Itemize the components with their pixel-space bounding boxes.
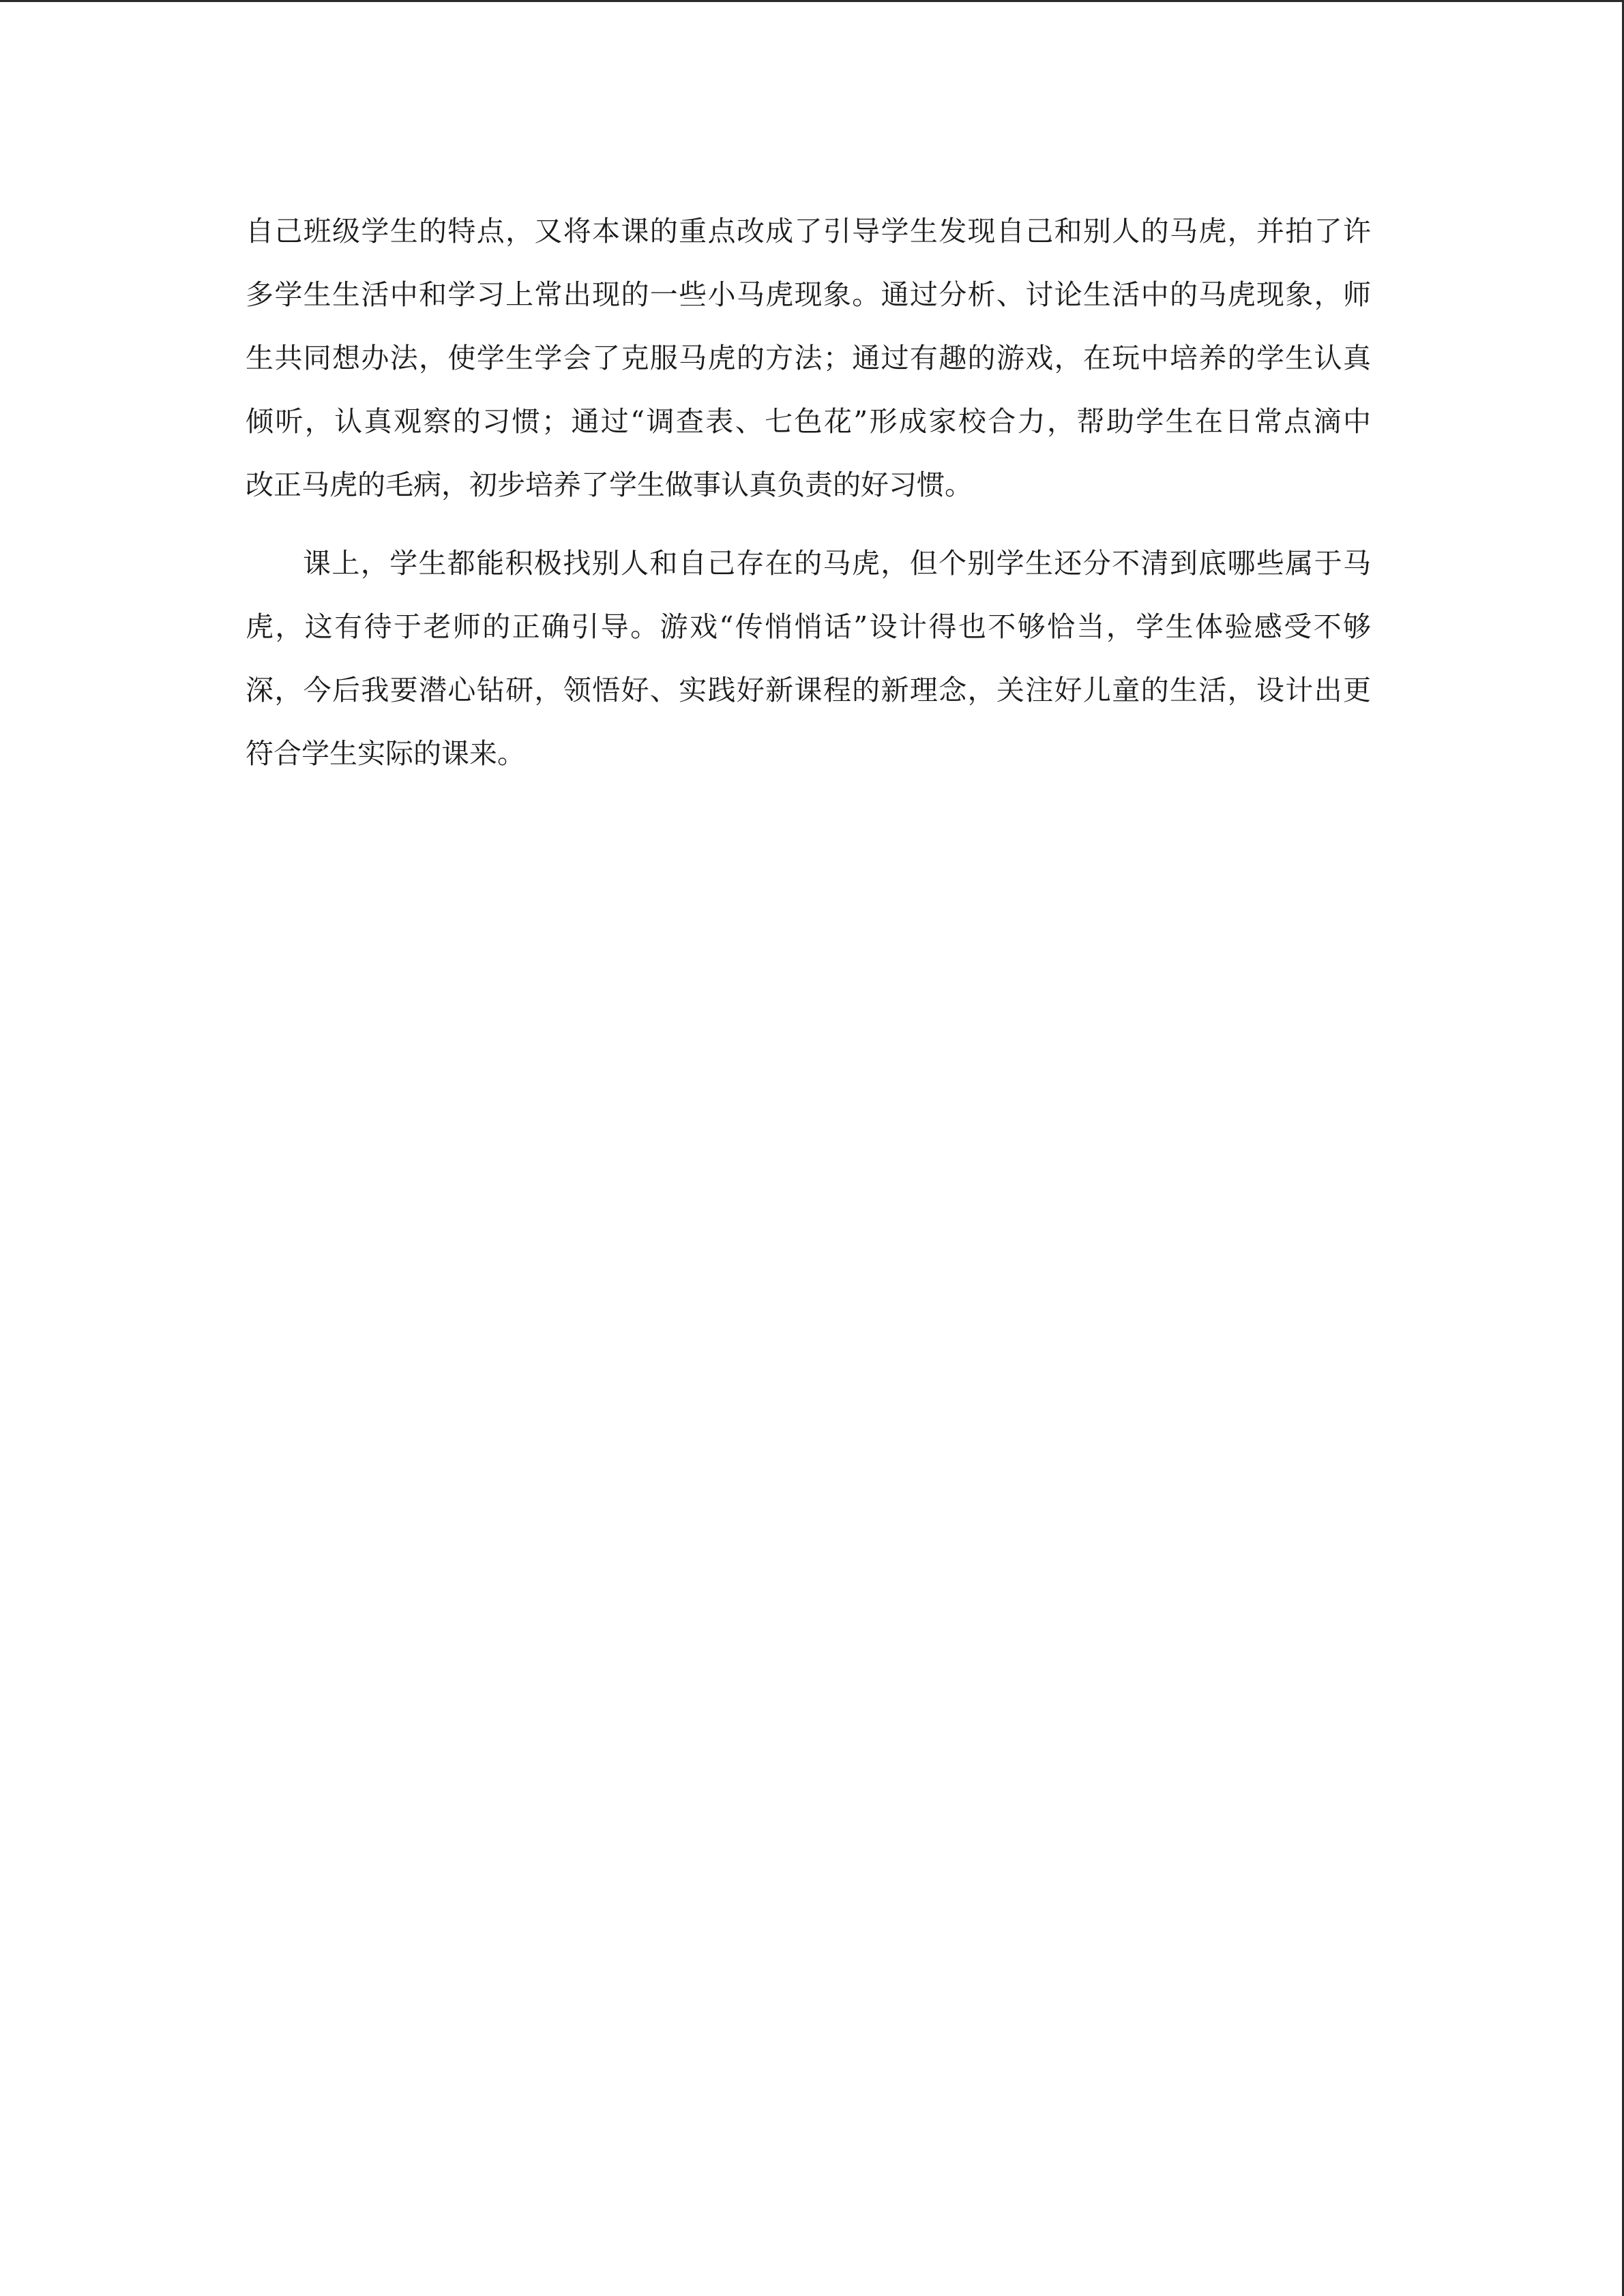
text-line: 多学生生活中和学习上常出现的一些小马虎现象。通过分析、讨论生活中的马虎现象，师 [246, 278, 1371, 311]
text-line: 深，今后我要潜心钻研，领悟好、实践好新课程的新理念，关注好儿童的生活，设计出更 [246, 674, 1371, 706]
text-line: 倾听，认真观察的习惯；通过“调查表、七色花”形成家校合力，帮助学生在日常点滴中 [246, 405, 1371, 438]
paragraph-1 [246, 200, 1371, 517]
paragraph-2 [246, 532, 1371, 786]
text-line: 虎，这有待于老师的正确引导。游戏“传悄悄话”设计得也不够恰当，学生体验感受不够 [246, 610, 1371, 643]
text-line: 自己班级学生的特点，又将本课的重点改成了引导学生发现自己和别人的马虎，并拍了许 [246, 215, 1371, 248]
text-line: 课上，学生都能积极找别人和自己存在的马虎，但个别学生还分不清到底哪些属于马 [303, 547, 1371, 580]
text-line: 符合学生实际的课来。 [246, 737, 525, 770]
text-line: 改正马虎的毛病，初步培养了学生做事认真负责的好习惯。 [246, 468, 973, 501]
text-line: 生共同想办法，使学生学会了克服马虎的方法；通过有趣的游戏，在玩中培养的学生认真 [246, 342, 1371, 374]
document-body [246, 200, 1371, 801]
